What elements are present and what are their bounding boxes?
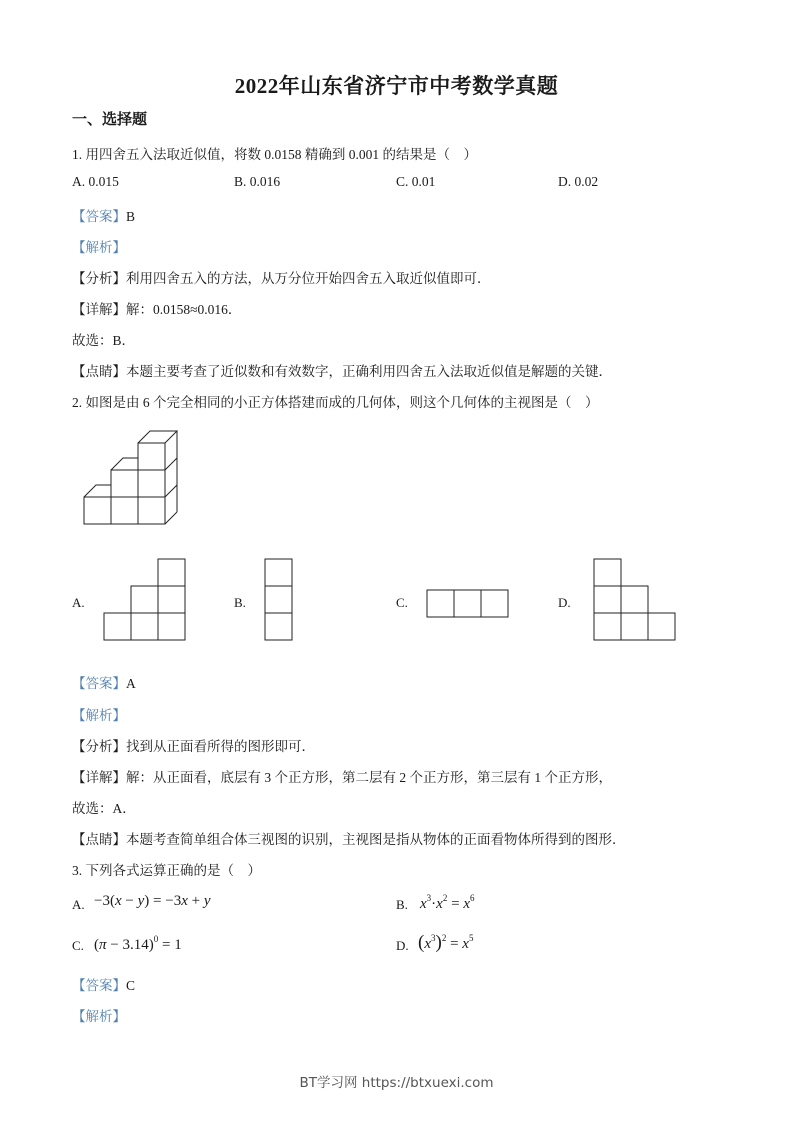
- q2-xiangjie: 【详解】解：从正面看，底层有 3 个正方形，第二层有 2 个正方形，第三层有 1 个正方形，: [72, 770, 612, 785]
- q1-stem: 1. 用四舍五入法取近似值，将数 0.0158 精确到 0.001 的结果是（ ）: [72, 147, 477, 162]
- answer-value: C: [126, 978, 136, 993]
- answer-label: 【答案】: [72, 209, 126, 224]
- q1-fenxi: 【分析】利用四舍五入的方法，从万分位开始四舍五入取近似值即可．: [72, 271, 491, 286]
- q1-guxuan: 故选：B．: [72, 333, 136, 348]
- q3-option-d-expression: $(x^3)^2 = x^5$: [418, 932, 474, 953]
- answer-value: B: [126, 209, 136, 224]
- q2-stem: 2. 如图是由 6 个完全相同的小正方体搭建而成的几何体，则这个几何体的主视图是（ ）: [72, 395, 599, 410]
- q1-option-a: A. 0.015: [72, 174, 119, 189]
- q3-option-a-expression: −3(x − y) = −3x + y: [94, 893, 211, 909]
- q1-xiangjie: 【详解】解：0.0158≈0.016．: [72, 302, 242, 317]
- q1-option-c: C. 0.01: [396, 174, 436, 189]
- q2-option-d-label: D.: [558, 595, 571, 610]
- q2-option-a-label: A.: [72, 595, 85, 610]
- q2-analysis-label: 【解析】: [72, 708, 126, 723]
- answer-value: A: [126, 676, 136, 691]
- q3-option-b-label: B.: [396, 897, 408, 912]
- q2-guxuan: 故选：A．: [72, 801, 136, 816]
- q2-option-b-label: B.: [234, 595, 246, 610]
- q1-option-d: D. 0.02: [558, 174, 599, 189]
- q2-fenxi: 【分析】找到从正面看所得的图形即可．: [72, 739, 315, 754]
- q1-option-b: B. 0.016: [234, 174, 281, 189]
- page-title: 2022年山东省济宁市中考数学真题: [234, 74, 559, 98]
- answer-label: 【答案】: [72, 676, 126, 691]
- q1-analysis-label: 【解析】: [72, 240, 126, 255]
- q3-analysis-label: 【解析】: [72, 1009, 126, 1024]
- q3-option-c-expression: $(\pi - 3.14)^0 = 1$: [94, 934, 182, 953]
- q2-answer: [72, 672, 136, 692]
- q2-dianjing: 【点睛】本题考查简单组合体三视图的识别，主视图是指从物体的正面看物体所得到的图形．: [72, 832, 626, 847]
- q1-dianjing: 【点睛】本题主要考查了近似数和有效数字，正确利用四舍五入法取近似值是解题的关键．: [72, 364, 612, 379]
- q3-option-c-label: C.: [72, 938, 84, 953]
- q3-answer: [72, 974, 135, 994]
- q3-option-d-label: D.: [396, 938, 409, 953]
- q2-option-c-label: C.: [396, 595, 408, 610]
- footer-watermark: BT学习网 https://btxuexi.com: [299, 1075, 494, 1091]
- answer-label: 【答案】: [72, 978, 126, 993]
- q3-option-a-label: A.: [72, 897, 85, 912]
- section-heading: 一、选择题: [72, 112, 148, 128]
- q3-stem: 3. 下列各式运算正确的是（ ）: [72, 863, 261, 878]
- q3-option-b-expression: $x^3\cdot x^2 = x^6$: [420, 893, 475, 912]
